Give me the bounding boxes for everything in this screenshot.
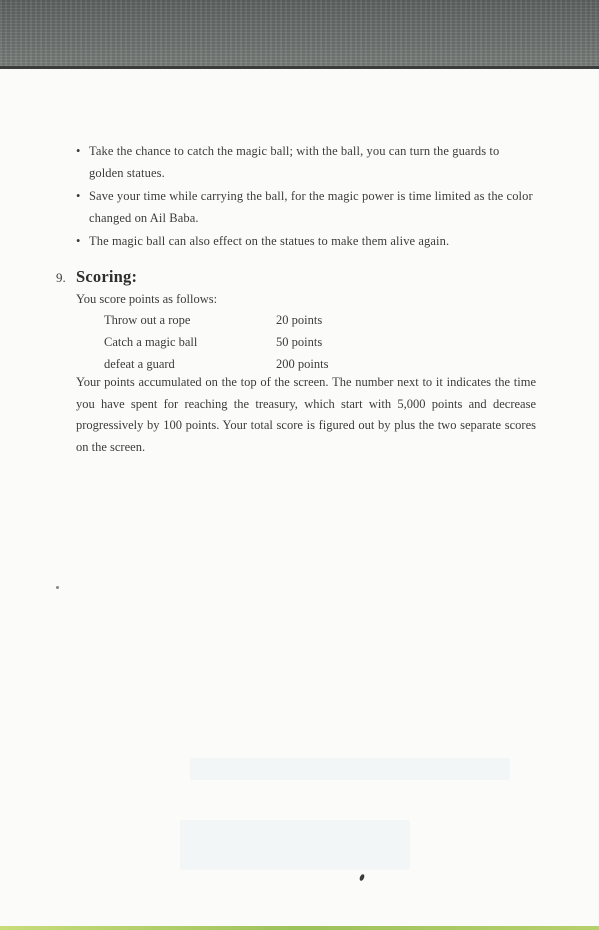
bullet-item (76, 230, 536, 252)
score-table (104, 309, 364, 375)
ink-speck (56, 586, 59, 589)
bullet-list (76, 140, 536, 253)
score-row (104, 309, 364, 331)
section-heading (56, 266, 536, 289)
score-points: 20 points (276, 313, 323, 327)
bullet-icon: • (76, 234, 81, 248)
scoring-intro: You score points as follows: (76, 292, 218, 306)
score-action: Catch a magic ball (104, 335, 198, 349)
bullet-text: The magic ball can also effect on the statues to make them alive again. (89, 234, 450, 248)
score-points: 50 points (276, 335, 323, 349)
bullet-icon: • (76, 189, 81, 203)
header-band (0, 0, 599, 66)
bottom-edge-strip (0, 926, 599, 930)
score-points: 200 points (276, 357, 329, 371)
bullet-text: Take the chance to catch the magic ball; with the ball, you can turn the guards to golden statues. (89, 144, 500, 180)
header-rule (0, 66, 599, 69)
scoring-section (56, 266, 536, 289)
score-row (104, 331, 364, 353)
score-action: defeat a guard (104, 357, 175, 371)
show-through-shadow (180, 820, 410, 870)
scoring-paragraph: Your points accumulated on the top of the screen. The number next to it indicates the time you have spent for reaching the treasury, which start with 5,000 points and decrease progressively by 100 points. Your total score is figured out by plus the two separate scores on the screen. (76, 375, 536, 454)
section-title: Scoring: (76, 267, 138, 286)
bullet-text: Save your time while carrying the ball, for the magic power is time limited as the color changed on Ail Baba. (89, 189, 533, 225)
score-action: Throw out a rope (104, 313, 191, 327)
bullet-item (76, 185, 536, 229)
bullet-icon: • (76, 144, 81, 158)
bullet-item (76, 140, 536, 184)
show-through-shadow (190, 758, 510, 780)
ink-speck (359, 873, 366, 881)
section-number: 9. (56, 270, 66, 285)
